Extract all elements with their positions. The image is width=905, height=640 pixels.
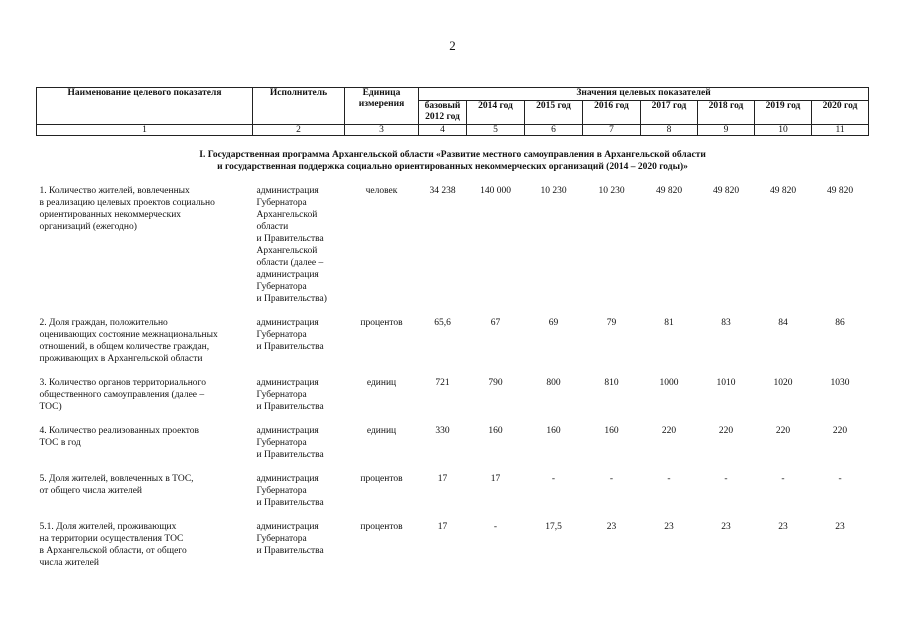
- section-title-row: [37, 136, 869, 186]
- page-number: 2: [449, 38, 456, 53]
- indicator-value: -: [781, 474, 785, 484]
- indicator-name: [37, 317, 253, 377]
- indicator-name-line: ориентированных некоммерческих: [39, 210, 182, 220]
- indicator-name-line: ТОС): [39, 402, 62, 412]
- indicators-table: [36, 87, 869, 581]
- indicator-value: 10 230: [598, 186, 625, 196]
- executor-line: и Правительства: [256, 546, 324, 556]
- indicator-value: 17: [437, 474, 448, 484]
- indicator-name-line: 3. Количество органов территориального: [39, 378, 206, 388]
- unit: процентов: [360, 318, 403, 328]
- table-row: [37, 425, 869, 473]
- indicator-value: 17,5: [545, 522, 562, 532]
- column-number-9: 9: [698, 125, 755, 136]
- indicator-value: 84: [778, 318, 788, 328]
- executor-line: администрация: [256, 318, 319, 328]
- indicator-value: 800: [546, 378, 561, 388]
- executor-line: Губернатора: [256, 282, 307, 292]
- header-year-5: 2017 год: [641, 101, 698, 125]
- indicator-value: 49 820: [826, 186, 854, 196]
- indicator-value: 79: [606, 318, 617, 328]
- indicator-name-line: 1. Количество жителей, вовлеченных: [39, 186, 190, 196]
- executor-line: Губернатора: [256, 390, 307, 400]
- indicator-value: 160: [604, 426, 619, 436]
- executor-line: Губернатора: [256, 534, 307, 544]
- indicator-value: 23: [835, 522, 845, 532]
- table-row: [37, 521, 869, 581]
- indicator-value: 17: [490, 474, 501, 484]
- executor: [253, 317, 345, 377]
- indicator-value: 1000: [659, 378, 679, 388]
- indicator-value: 1030: [830, 378, 850, 388]
- table-row: [37, 185, 869, 317]
- section-title: [37, 136, 869, 186]
- indicator-value: 790: [488, 378, 503, 388]
- indicator-name-line: от общего числа жителей: [39, 486, 143, 496]
- indicator-value: 17: [437, 522, 448, 532]
- table-header: [37, 88, 869, 136]
- indicator-name-line: в реализацию целевых проектов социально: [39, 198, 215, 208]
- executor-line: Архангельской: [256, 210, 318, 220]
- indicator-value: 86: [835, 318, 845, 328]
- indicator-name-line: ТОС в год: [39, 438, 81, 448]
- column-number-6: 6: [525, 125, 583, 136]
- indicator-name-line: в Архангельской области, от общего: [39, 546, 187, 556]
- table-row: [37, 377, 869, 425]
- indicator-value: 1010: [716, 378, 736, 388]
- executor-line: администрация: [256, 474, 319, 484]
- unit: единиц: [366, 378, 397, 388]
- executor-line: Губернатора: [256, 486, 307, 496]
- header-executor: Исполнитель: [253, 88, 345, 125]
- executor-line: Архангельской: [256, 246, 318, 256]
- executor: [253, 473, 345, 521]
- indicator-name-line: отношений, в общем количестве граждан,: [39, 342, 210, 352]
- column-number-2: 2: [253, 125, 345, 136]
- column-number-8: 8: [641, 125, 698, 136]
- indicator-name-line: оценивающих состояние межнациональных: [39, 330, 218, 340]
- header-year-3: 2015 год: [525, 101, 583, 125]
- indicator-name-line: числа жителей: [39, 558, 99, 568]
- indicator-value: 10 230: [540, 186, 567, 196]
- indicators-table-container: [36, 87, 868, 581]
- unit: единиц: [366, 426, 397, 436]
- indicator-value: 1020: [773, 378, 793, 388]
- header-year-4: 2016 год: [583, 101, 641, 125]
- header-values-group: Значения целевых показателей: [419, 88, 869, 101]
- table-body: [37, 136, 869, 582]
- executor-line: и Правительства: [256, 342, 324, 352]
- header-unit: Единица измерения: [345, 88, 419, 125]
- indicator-name-line: 5.1. Доля жителей, проживающих: [39, 522, 177, 532]
- indicator-value: 69: [548, 318, 559, 328]
- unit: процентов: [360, 522, 403, 532]
- indicator-value: -: [609, 474, 614, 484]
- section-title-line-2: и государственная поддержка социально ориентированных некоммерческих организаций (2014 – 2020 годы)»: [217, 162, 688, 172]
- column-number-3: 3: [345, 125, 419, 136]
- indicator-value: 220: [718, 426, 734, 436]
- indicator-value: 34 238: [429, 186, 456, 196]
- header-year-7: 2019 год: [755, 101, 812, 125]
- executor: [253, 521, 345, 581]
- executor-line: и Правительства: [256, 402, 324, 412]
- indicator-value: 81: [664, 318, 674, 328]
- unit: человек: [365, 186, 398, 196]
- indicator-name: [37, 473, 253, 521]
- indicator-value: 160: [488, 426, 503, 436]
- column-number-1: 1: [37, 125, 253, 136]
- column-number-5: 5: [467, 125, 525, 136]
- indicator-name-line: организаций (ежегодно): [39, 222, 137, 232]
- indicator-value: 220: [832, 426, 848, 436]
- indicator-value: 810: [604, 378, 619, 388]
- executor-line: Губернатора: [256, 330, 307, 340]
- unit: процентов: [360, 474, 403, 484]
- indicator-name: [37, 521, 253, 581]
- indicator-value: 49 820: [712, 186, 740, 196]
- indicator-name-line: проживающих в Архангельской области: [39, 354, 203, 364]
- indicator-value: 67: [490, 318, 501, 328]
- executor-line: области: [256, 222, 289, 232]
- indicator-value: -: [667, 474, 671, 484]
- executor-line: и Правительства): [256, 294, 327, 304]
- indicator-name: [37, 377, 253, 425]
- executor-line: администрация: [256, 270, 319, 280]
- indicator-value: 65,6: [434, 318, 451, 328]
- header-year-1: базовый 2012 год: [419, 101, 467, 125]
- indicator-value: 49 820: [769, 186, 797, 196]
- executor: [253, 425, 345, 473]
- header-name: Наименование целевого показателя: [37, 88, 253, 125]
- column-number-10: 10: [755, 125, 812, 136]
- executor: [253, 377, 345, 425]
- executor-line: администрация: [256, 378, 319, 388]
- executor: [253, 185, 345, 317]
- column-number-4: 4: [419, 125, 467, 136]
- executor-line: и Правительства: [256, 450, 324, 460]
- indicator-value: 23: [664, 522, 674, 532]
- executor-line: администрация: [256, 426, 319, 436]
- executor-line: Губернатора: [256, 198, 307, 208]
- executor-line: области (далее –: [256, 258, 324, 268]
- executor-line: Губернатора: [256, 438, 307, 448]
- column-number-11: 11: [812, 125, 869, 136]
- indicator-value: 330: [435, 426, 450, 436]
- indicator-value: 140 000: [480, 186, 511, 196]
- indicator-name-line: 4. Количество реализованных проектов: [39, 426, 200, 436]
- indicator-name-line: общественного самоуправления (далее –: [39, 390, 205, 400]
- indicator-value: 83: [721, 318, 731, 328]
- executor-line: администрация: [256, 186, 319, 196]
- indicator-value: 721: [435, 378, 450, 388]
- indicator-value: 23: [778, 522, 788, 532]
- table-row: [37, 317, 869, 377]
- indicator-name-line: на территории осуществления ТОС: [39, 534, 184, 544]
- header-column-numbers: [37, 125, 869, 136]
- indicator-value: 160: [546, 426, 561, 436]
- indicator-value: -: [493, 522, 498, 532]
- indicator-value: 49 820: [655, 186, 683, 196]
- indicator-value: 220: [775, 426, 791, 436]
- executor-line: и Правительства: [256, 498, 324, 508]
- executor-line: и Правительства: [256, 234, 324, 244]
- section-title-line-1: I. Государственная программа Архангельской области «Развитие местного самоуправления в Архангельской области: [199, 150, 706, 160]
- indicator-name: [37, 425, 253, 473]
- header-year-2: 2014 год: [467, 101, 525, 125]
- indicator-value: -: [724, 474, 728, 484]
- indicator-value: -: [551, 474, 556, 484]
- indicator-name-line: 2. Доля граждан, положительно: [39, 318, 168, 328]
- executor-line: администрация: [256, 522, 319, 532]
- column-number-7: 7: [583, 125, 641, 136]
- indicator-name: [37, 185, 253, 317]
- indicator-value: -: [838, 474, 842, 484]
- indicator-value: 220: [661, 426, 677, 436]
- header-year-8: 2020 год: [812, 101, 869, 125]
- indicator-name-line: 5. Доля жителей, вовлеченных в ТОС,: [39, 474, 194, 484]
- indicator-value: 23: [606, 522, 617, 532]
- header-year-6: 2018 год: [698, 101, 755, 125]
- indicator-value: 23: [721, 522, 731, 532]
- table-row: [37, 473, 869, 521]
